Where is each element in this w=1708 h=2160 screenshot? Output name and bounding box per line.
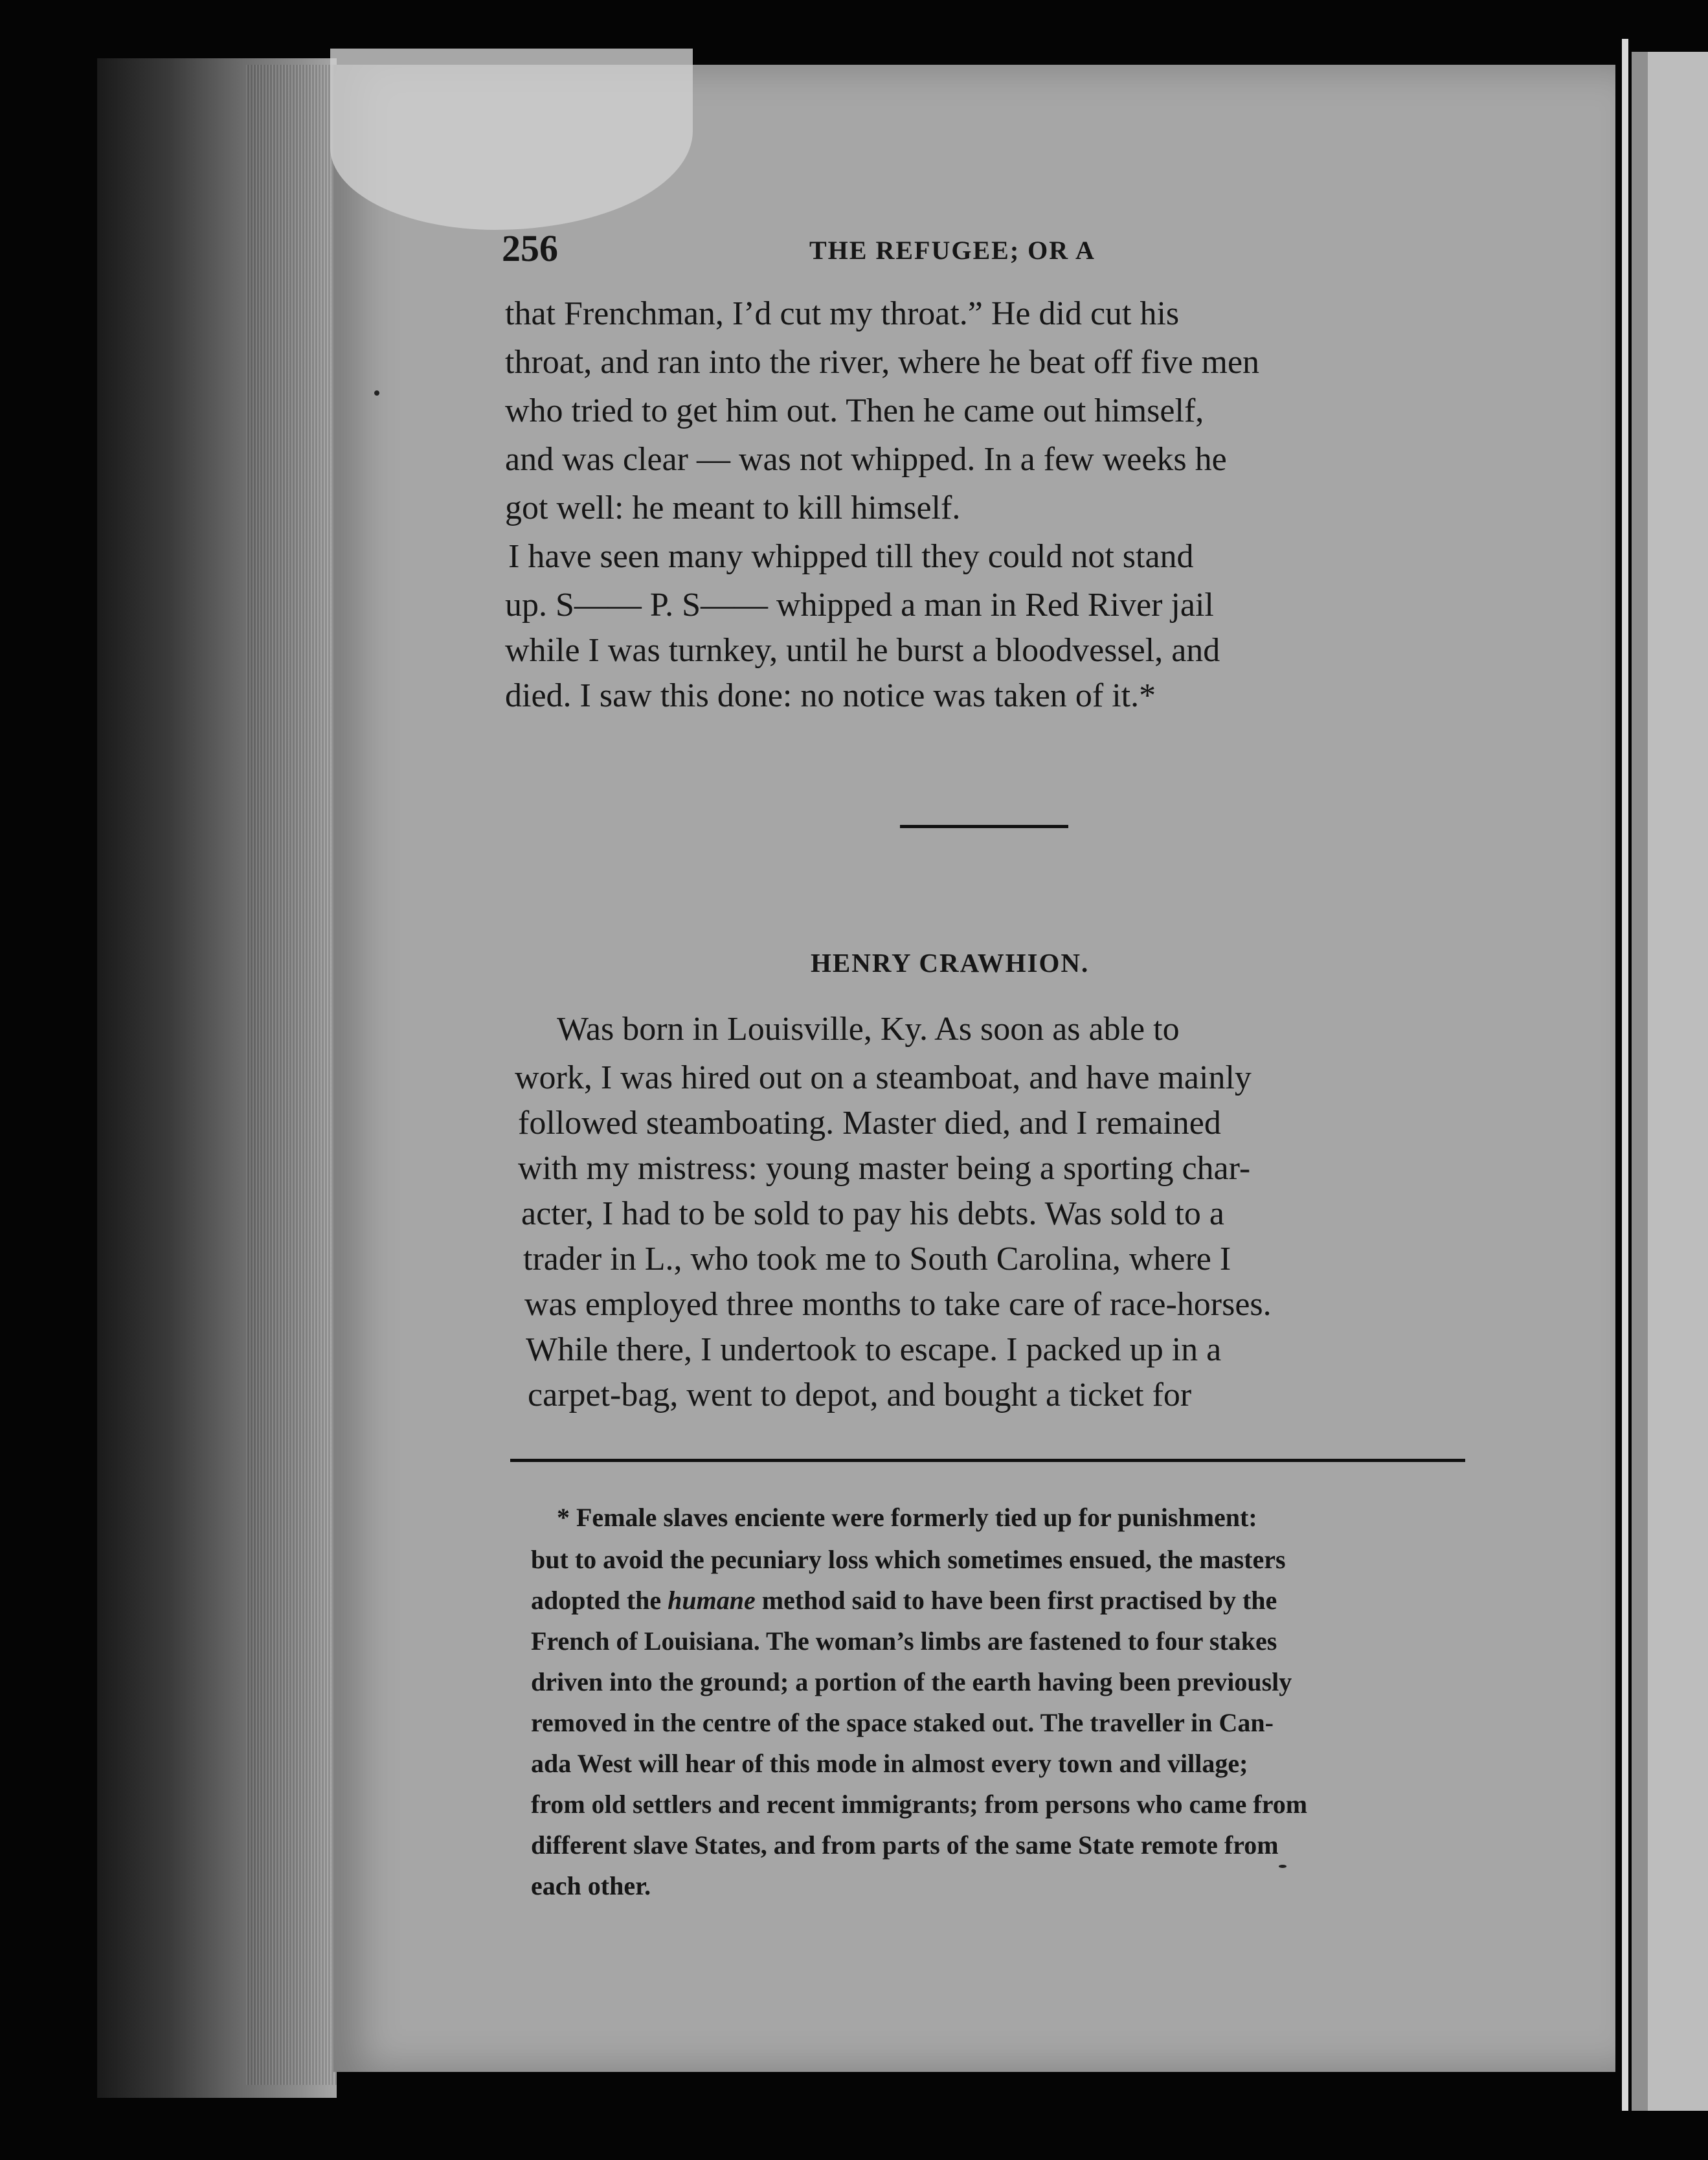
footnote-line: but to avoid the pecuniary loss which sometimes ensued, the masters [531, 1545, 1286, 1574]
body-line: work, I was hired out on a steamboat, and have mainly [515, 1059, 1252, 1096]
footnote-line: each other. [531, 1871, 651, 1900]
section-title: HENRY CRAWHION. [811, 948, 1090, 978]
footnote-line: * Female slaves enciente were formerly tied up for punishment: [557, 1503, 1257, 1532]
footnote-line: different slave States, and from parts of the same State remote from [531, 1830, 1279, 1860]
page-edge-lines [246, 65, 337, 2085]
ink-speck [1279, 1865, 1287, 1868]
footnote-line: driven into the ground; a portion of the earth having been previously [531, 1667, 1292, 1696]
body-line: with my mistress: young master being a sporting char- [518, 1150, 1251, 1187]
running-title: THE REFUGEE; OR A [809, 236, 1096, 265]
body-line: acter, I had to be sold to pay his debts. Was sold to a [521, 1195, 1225, 1232]
body-line: followed steamboating. Master died, and I remained [518, 1105, 1221, 1142]
footnote-line: French of Louisiana. The woman’s limbs are fastened to four stakes [531, 1626, 1277, 1656]
footnote-line: removed in the centre of the space staked out. The traveller in Can- [531, 1708, 1274, 1737]
footnote-italic-word: humane [668, 1586, 756, 1615]
footnote-line: from old settlers and recent immigrants; from persons who came from [531, 1790, 1308, 1819]
body-line: throat, and ran into the river, where he beat off five men [505, 344, 1260, 381]
footnote-line: ada West will hear of this mode in almost every town and village; [531, 1749, 1248, 1778]
body-line: Was born in Louisville, Ky. As soon as able to [557, 1011, 1180, 1048]
body-line: got well: he meant to kill himself. [505, 489, 961, 526]
body-line: died. I saw this done: no notice was taken of it.* [505, 677, 1156, 714]
body-line: and was clear — was not whipped. In a few weeks he [505, 441, 1227, 478]
ink-speck [374, 390, 379, 396]
body-line: was employed three months to take care of race-horses. [524, 1286, 1272, 1323]
body-line: that Frenchman, I’d cut my throat.” He did cut his [505, 295, 1180, 332]
body-line: trader in L., who took me to South Carolina, where I [523, 1241, 1231, 1277]
footnote-line: adopted the humane method said to have been first practised by the [531, 1586, 1277, 1615]
body-line: While there, I undertook to escape. I packed up in a [526, 1331, 1222, 1368]
facing-page [1648, 52, 1708, 2111]
body-line: I have seen many whipped till they could not stand [508, 538, 1194, 575]
section-divider [900, 825, 1068, 828]
body-line: who tried to get him out. Then he came out himself, [505, 392, 1204, 429]
footnote-rule [510, 1459, 1465, 1462]
page-number: 256 [502, 227, 558, 269]
page-gutter [1622, 39, 1628, 2111]
body-line: up. S—— P. S—— whipped a man in Red River jail [505, 587, 1214, 624]
body-line: while I was turnkey, until he burst a bloodvessel, and [505, 632, 1220, 669]
body-line: carpet-bag, went to depot, and bought a ticket for [528, 1377, 1192, 1413]
